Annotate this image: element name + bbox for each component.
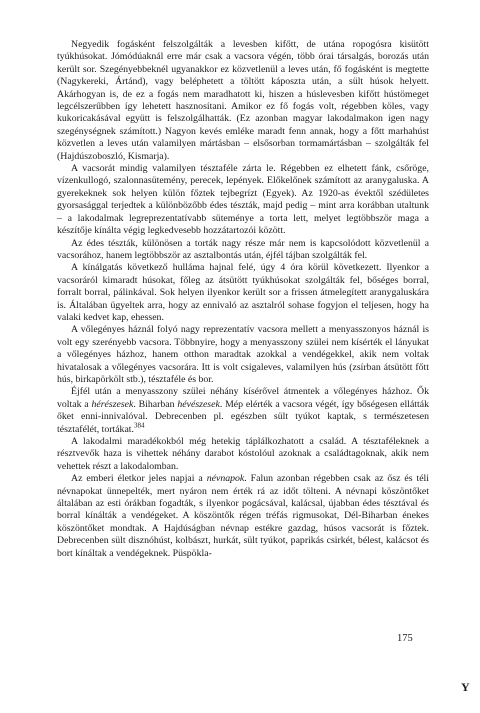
paragraph-6-part-2: . Biharban	[133, 398, 178, 410]
page-body-text	[57, 39, 429, 560]
footnote-reference: 384	[133, 421, 145, 430]
paragraph-5: A vőlegényes háznál folyó nagy reprezentatív vacsora mellett a menyasszonyos háznál is volt egy szerényebb vacsora. Többnyire, hogy a menyasszony szülei nem kísérték el lányukat a vőlegényes házhoz, hanem otthon maradtak azokkal a vendégekkel, akik nem voltak hivatalosak a vőlegényes vacsorára. Itt is volt csigaleves, valamilyen hús (zsírban átsütött főtt hús, birkapörkölt stb.), tésztaféle és bor.	[57, 324, 429, 385]
paragraph-2: A vacsorát mindig valamilyen tésztaféle zárta le. Régebben ez elhetett fánk, csőröge, vízenkullogó, szalonnasütemény, perecek, lepények. Előkelőnek számított az aranygaluska. A gyerekeknek sok helyen külön főztek tejbegrízt (Egyek). Az 1920-as évektől szédületes gyorsasággal terjedtek a különbözőbb édes tészták, majd pedig – mint arra korábban utaltunk – a lakodalmak legreprezentatívabb süteménye a torta lett, melyet legtöbbször maga a készítője kínálta végig legkedvesebb hozzátartozói között.	[57, 163, 429, 237]
paragraph-1: Negyedik fogásként felszolgálták a levesben kifőtt, de utána ropogósra kisütött tyúkhúsokat. Jómódúaknál erre már csak a vacsora végén, több órai társalgás, borozás után került sor. Szegényebbeknél ugyanakkor ez közvetlenül a leves után, fő fogásként is megtette (Nagykereki, Ártánd), vagy beléphetett a töltött káposzta után, a sült húsok helyett. Akárhogyan is, de ez a fogás nem maradhatott ki, hiszen a húslevesben kifőtt hústömeget legcélszerűbben így lehetett hasznosítani. Amikor ez fő fogás volt, régebben köles, vagy kukoricakásával együtt is felszolgálhatták. (Ez azonban magyar lakodalmakon igen nagy szegénységnek számított.) Nagyon kevés emléke maradt fenn annak, hogy a főtt marhahúst közvetlen a leves után valamilyen mártásban – elsősorban tormamártásban – szolgálták fel (Hajdúszoboszló, Kismarja).	[57, 39, 429, 162]
paragraph-6-term-2: hévészesek	[177, 398, 220, 410]
paragraph-8-part-2: . Falun azonban régebben csak az ősz és téli névnapokat ünnepelték, mert nyáron nem érték rá az időt tölteni. A névnapi köszöntőket általában az esti órákban fogadták, s ilyenkor pogácsával, kalácsal, újabban édes tésztával és borral kínálták a vendégeket. A köszöntők régen tréfás rigmusokat, Dél-Biharban énekes köszöntőket mondtak. A Hajdúságban névnap estékre gazdag, húsos vacsorát is főztek. Debrecenben sült disznóhúst, kolbászt, hurkát, sült tyúkot, paprikás csirkét, bélest, kalácsot és bort kínáltak a vendégeknek. Püspökla-	[57, 473, 429, 559]
page-number: 175	[397, 633, 413, 644]
paragraph-7: A lakodalmi maradékokból még hetekig táplálkozhatott a család. A tésztaféleknek a résztvevők haza is vihettek néhány darabot kóstolóul azoknak a családtagoknak, akik nem vehettek részt a lakodalomban.	[57, 436, 429, 472]
paragraph-8-term: névnapok	[206, 473, 245, 485]
paragraph-8	[57, 473, 429, 560]
paragraph-6-part-1: Éjfél után a menyasszony szülei néhány kísérővel átmentek a vőlegényes házhoz. Ők voltak a	[57, 386, 429, 410]
paragraph-8-part-1: Az emberi életkor jeles napjai a	[71, 473, 207, 485]
paragraph-6-part-3: . Mép elérték a vacsora végét, így bőségesen ellátták őket enni-innivalóval. Debrecenben pl. egészben sült tyúkot kaptak, s természetesen tésztafélét, tortákat.	[57, 398, 430, 435]
paragraph-6	[57, 386, 429, 436]
margin-mark: Y	[461, 680, 470, 694]
paragraph-3: Az édes tészták, különösen a torták nagy része már nem is kapcsolódott közvetlenül a vacsorához, hanem legtöbbször az asztalbontás után, éjfél tájban szolgálták fel.	[57, 237, 429, 261]
paragraph-4: A kínálgatás következő hulláma hajnal felé, úgy 4 óra körül következett. Ilyenkor a vacsoráról kimaradt húsokat, főleg az átsütött tyúkhúsokat szolgálták fel, bőséges borral, forralt borral, pálinkával. Sok helyen ilyenkor került sor a frissen átmelegített aranygaluskára is. Általában ügyeltek arra, hogy az ennivaló az asztalról sohase fogyjon el teljesen, hogy ha valaki kedvet kap, ehessen.	[57, 262, 429, 323]
paragraph-6-term-1: hérészesek	[91, 398, 134, 410]
